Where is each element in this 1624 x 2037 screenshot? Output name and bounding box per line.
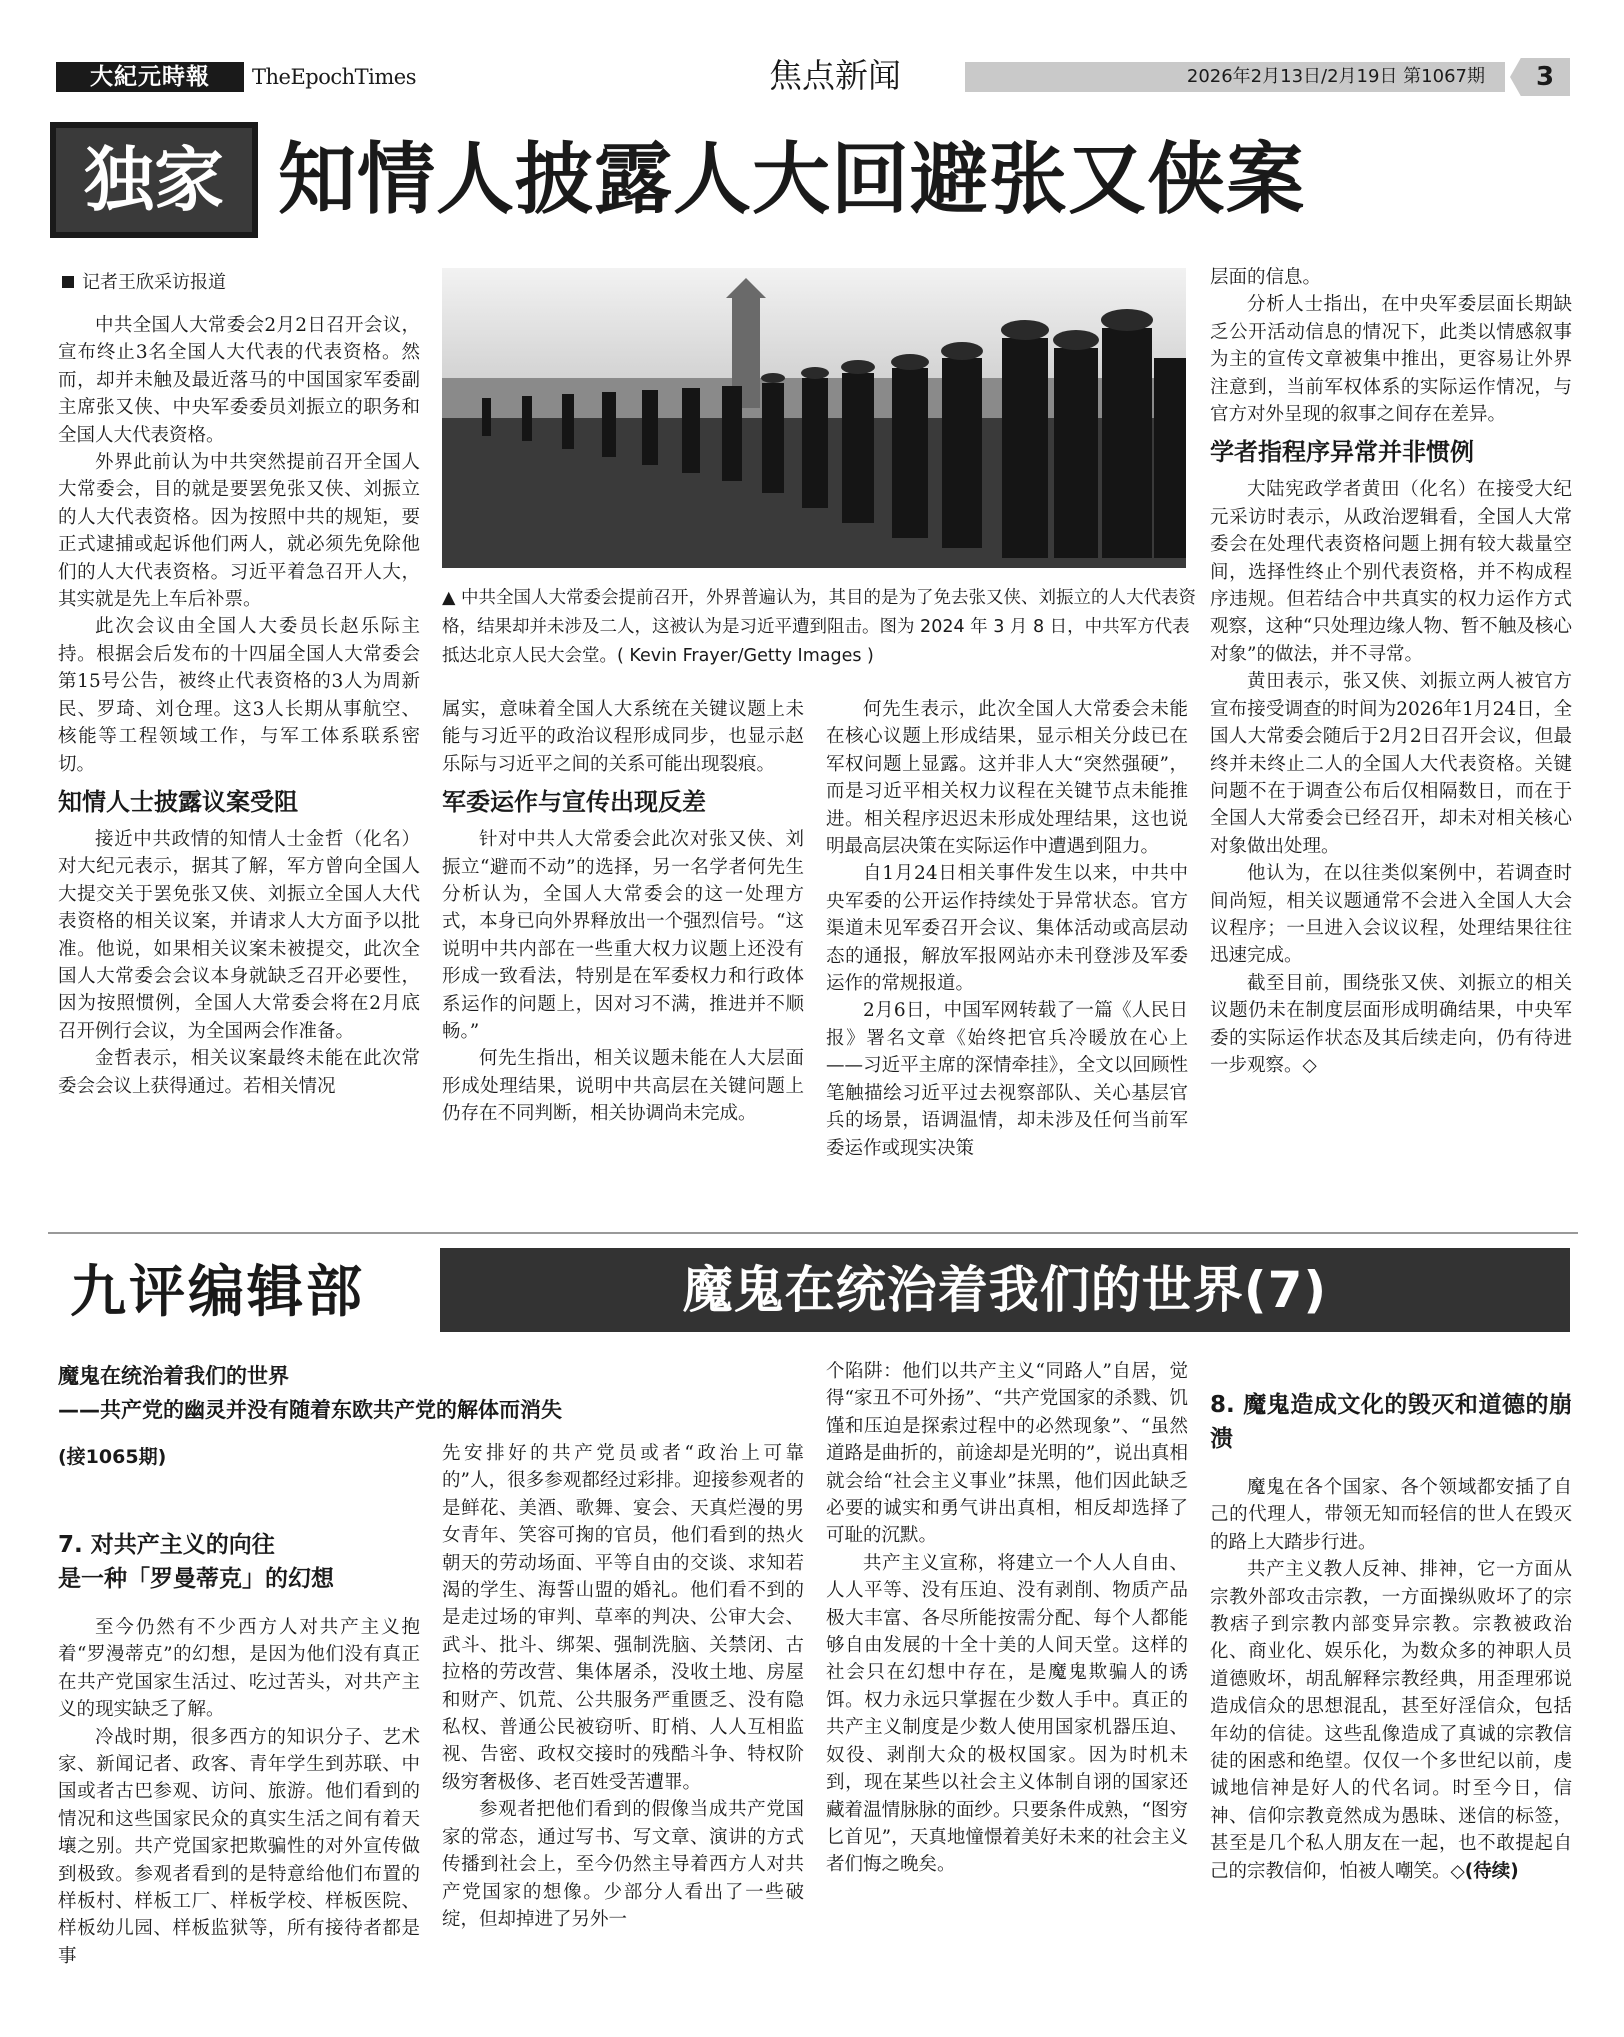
paragraph: 针对中共人大常委会此次对张又侠、刘振立“避而不动”的选择，另一名学者何先生分析认为，全国人大常委会的这一处理方式，本身已向外界释放出一个强烈信号。“这说明中共内部在一些重大权力议题上还没有形成一致看法，特别是在军委权力和行政体系运作的问题上，因对习不满，推进并不顺畅。” bbox=[442, 829, 804, 1043]
series-column-3 bbox=[826, 1358, 1188, 1879]
subheading: 学者指程序异常并非惯例 bbox=[1210, 438, 1474, 467]
article-column-1 bbox=[58, 312, 420, 1100]
continued-note: (接1065期) bbox=[58, 1446, 167, 1468]
paragraph: 何先生指出，相关议题未能在人大层面形成处理结果，说明中共高层在关键问题上仍存在不同判断，相关协调尚未完成。 bbox=[442, 1048, 804, 1125]
series-banner: 魔鬼在统治着我们的世界(7) bbox=[440, 1248, 1570, 1332]
series-column-2 bbox=[442, 1440, 804, 1933]
masthead-english: TheEpochTimes bbox=[252, 65, 417, 89]
paragraph-text: 共产主义教人反神、排神，它一方面从宗教外部攻击宗教，一方面操纵败坏了的宗教痞子到宗教内部变异宗教。宗教被政治化、商业化、娱乐化，为数众多的神职人员道德败坏，胡乱解释宗教经典，用歪理邪说造成信众的思想混乱，甚至好淫信众，包括年幼的信徒。这些乱像造成了真诚的宗教信徒的困惑和绝望。仅仅一个多世纪以前，虔诚地信神是好人的代名词。时至今日，信神、信仰宗教竟然成为愚昧、迷信的标签，甚至是几个私人朋友在一起，也不敢提起自己的宗教信仰，怕被人嘲笑。◇ bbox=[1210, 1559, 1572, 1882]
paragraph: 截至目前，围绕张又侠、刘振立的相关议题仍未在制度层面形成明确结果，中央军委的实际运作状态及其后续走向，仍有待进一步观察。◇ bbox=[1210, 972, 1572, 1076]
section-title: 焦点新闻 bbox=[769, 56, 901, 95]
issue-date: 2026年2月13日/2月19日 第1067期 bbox=[1186, 66, 1485, 87]
masthead-logo: 大紀元時報 bbox=[56, 62, 244, 92]
paragraph: 分析人士指出，在中央军委层面长期缺乏公开活动信息的情况下，此类以情感叙事为主的宣传文章被集中推出，更容易让外界注意到，当前军权体系的实际运作情况，与官方对外呈现的叙事之间存在差异。 bbox=[1210, 294, 1572, 426]
paragraph: 层面的信息。 bbox=[1210, 267, 1322, 288]
paragraph: 个陷阱：他们以共产主义“同路人”自居，觉得“家丑不可外扬”、“共产党国家的杀戮、饥馑和压迫是探索过程中的必然现象”、“虽然道路是曲折的，前途却是光明的”，说出真相就会给“社会主义事业”抹黑，他们因此缺乏必要的诚实和勇气讲出真相，相反却选择了可耻的沉默。 bbox=[826, 1361, 1188, 1547]
to-be-continued: (待续) bbox=[1464, 1860, 1519, 1882]
exclusive-tag-label: 独家 bbox=[56, 128, 252, 232]
page-number: 3 bbox=[1535, 62, 1555, 92]
paragraph: 黄田表示，张又侠、刘振立两人被官方宣布接受调查的时间为2026年1月24日，全国人大常委会随后于2月2日召开会议，但最终并未终止二人的全国人大代表资格。关键问题不在于调查公布后仅相隔数日，而在于全国人大常委会已经召开，却未对相关核心对象做出处理。 bbox=[1210, 671, 1572, 857]
paragraph: 自1月24日相关事件发生以来，中共中央军委的公开运作持续处于异常状态。官方渠道未见军委召开会议、集体活动或高层动态的通报，解放军报网站亦未刊登涉及军委运作的常规报道。 bbox=[826, 863, 1188, 995]
byline-text: 记者王欣采访报道 bbox=[82, 272, 226, 293]
paragraph: 至今仍然有不少西方人对共产主义抱着“罗漫蒂克”的幻想，是因为他们没有真正在共产党国家生活过、吃过苦头，对共产主义的现实缺乏了解。 bbox=[58, 1617, 420, 1721]
series-column-4 bbox=[1210, 1380, 1572, 1885]
paragraph: 中共全国人大常委会2月2日召开会议，宣布终止3名全国人大代表的代表资格。然而，却并未触及最近落马的中国国家军委副主席张又侠、中央军委委员刘振立的职务和全国人大代表资格。 bbox=[58, 315, 420, 446]
article-column-3 bbox=[826, 696, 1188, 1162]
paragraph: 属实，意味着全国人大系统在关键议题上未能与习近平的政治议程形成同步，也显示赵乐际与习近平之间的关系可能出现裂痕。 bbox=[442, 699, 804, 775]
paragraph: 2月6日，中国军网转载了一篇《人民日报》署名文章《始终把官兵冷暖放在心上——习近平主席的深情牵挂》，全文以回顾性笔触描绘习近平过去视察部队、关心基层官兵的场景，语调温情，却未涉及任何当前军委运作或现实决策 bbox=[826, 1000, 1188, 1159]
article-column-4 bbox=[1210, 264, 1572, 1079]
subheading: 7. 对共产主义的向往 是一种「罗曼蒂克」的幻想 bbox=[58, 1532, 334, 1592]
section-divider bbox=[48, 1232, 1578, 1234]
paragraph: 冷战时期，很多西方的知识分子、艺术家、新闻记者、政客、青年学生到苏联、中国或者古巴参观、访问、旅游。他们看到的情况和这些国家民众的真实生活之间有着天壤之别。共产党国家把欺骗性的对外宣传做到极致。参观者看到的是特意给他们布置的样板村、样板工厂、样板学校、样板医院、样板幼儿园、样板监狱等，所有接待者都是事 bbox=[58, 1726, 420, 1967]
news-photo bbox=[442, 268, 1186, 568]
paragraph: 接近中共政情的知情人士金哲（化名）对大纪元表示，据其了解，军方曾向全国人大提交关于罢免张又侠、刘振立全国人大代表资格的相关议案，并请求人大方面予以批准。他说，如果相关议案未被提交，此次全国人大常委会会议本身就缺乏召开必要性，因为按照惯例，全国人大常委会将在2月底召开例行会议，为全国两会作准备。 bbox=[58, 828, 420, 1042]
paragraph: 此次会议由全国人大委员长赵乐际主持。根据会后发布的十四届全国人大常委会第15号公告，被终止代表资格的3人为周新民、罗琦、刘仓理。这3人长期从事航空、核能等工程领域工作，与军工体系联系密切。 bbox=[58, 616, 420, 775]
paragraph: 何先生表示，此次全国人大常委会未能在核心议题上形成结果，显示相关分歧已在军权问题上显露。这并非人大“突然强硬”，而是习近平相关权力议程在关键节点未能推进。相关程序迟迟未形成处理结果，这也说明最高层决策在实际运作中遭遇到阻力。 bbox=[826, 699, 1188, 858]
series-column-1 bbox=[58, 1520, 420, 1970]
paragraph: 他认为，在以往类似案例中，若调查时间尚短，相关议题通常不会进入全国人大会议程序；一旦进入会议议程，处理结果往往迅速完成。 bbox=[1210, 863, 1572, 967]
paragraph: 外界此前认为中共突然提前召开全国人大常委会，目的就是要罢免张又侠、刘振立的人大代表资格。因为按照中共的规矩，要正式逮捕或起诉他们两人，就必须先免除他们的人大代表资格。习近平着急召开人大，其实就是先上车后补票。 bbox=[58, 452, 420, 611]
paragraph: 共产主义宣称，将建立一个人人自由、人人平等、没有压迫、没有剥削、物质产品极大丰富、各尽所能按需分配、每个人都能够自由发展的十全十美的人间天堂。这样的社会只在幻想中存在，是魔鬼欺骗人的诱饵。权力永远只掌握在少数人手中。真正的共产主义制度是少数人使用国家机器压迫、奴役、剥削大众的极权国家。因为时机未到，现在某些以社会主义体制自诩的国家还藏着温情脉脉的面纱。只要条件成熟，“图穷匕首见”，天真地憧憬着美好未来的社会主义者们悔之晚矣。 bbox=[826, 1552, 1188, 1876]
subheading: 8. 魔鬼造成文化的毁灭和道德的崩溃 bbox=[1210, 1392, 1572, 1452]
paragraph: 魔鬼在各个国家、各个领域都安插了自己的代理人，带领无知而轻信的世人在毁灭的路上大踏步行进。 bbox=[1210, 1477, 1572, 1553]
byline bbox=[62, 270, 226, 296]
photo-caption: ▲ 中共全国人大常委会提前召开，外界普遍认为，其目的是为了免去张又侠、刘振立的人大代表资格，结果却并未涉及二人，这被认为是习近平遭到阻击。图为 2024 年 3 月 8 日，中共军方代表抵达北京人民大会堂。( Kevin Frayer/Getty Images ) bbox=[442, 588, 1197, 666]
series-subtitle: 魔鬼在统治着我们的世界 bbox=[58, 1364, 289, 1388]
subheading: 知情人士披露议案受阻 bbox=[58, 787, 298, 816]
subheading: 军委运作与宣传出现反差 bbox=[442, 788, 706, 817]
paragraph: 参观者把他们看到的假像当成共产党国家的常态，通过写书、写文章、演讲的方式传播到社会上，至今仍然主导着西方人对共产党国家的想像。少部分人看出了一些破绽，但却掉进了另外一 bbox=[442, 1799, 804, 1930]
exclusive-tag bbox=[50, 122, 258, 238]
article-column-2 bbox=[442, 696, 804, 1128]
paragraph: 先安排好的共产党员或者“政治上可靠的”人，很多参观都经过彩排。迎接参观者的是鲜花、美酒、歌舞、宴会、天真烂漫的男女青年、笑容可掬的官员，他们看到的热火朝天的劳动场面、平等自由的交谈、求知若渴的学生、海誓山盟的婚礼。他们看不到的是走过场的审判、草率的判决、公审大会、武斗、批斗、绑架、强制洗脑、关禁闭、古拉格的劳改营、集体屠杀，没收土地、房屋和财产、饥荒、公共服务严重匮乏、没有隐私权、普通公民被窃听、盯梢、人人互相监视、告密、政权交接时的残酷斗争、特权阶级穷奢极侈、老百姓受苦遭罪。 bbox=[442, 1443, 804, 1793]
paragraph bbox=[1210, 1556, 1572, 1885]
soldiers-photo-illustration bbox=[442, 268, 1186, 568]
headline: 知情人披露人大回避张又侠案 bbox=[278, 135, 1306, 225]
byline-square-icon bbox=[62, 276, 74, 288]
paragraph: 金哲表示，相关议案最终未能在此次常委会会议上获得通过。若相关情况 bbox=[58, 1048, 420, 1097]
series-subtitle-2: ——共产党的幽灵并没有随着东欧共产党的解体而消失 bbox=[58, 1398, 562, 1422]
paragraph: 大陆宪政学者黄田（化名）在接受大纪元采访时表示，从政治逻辑看，全国人大常委会在处理代表资格问题上拥有较大裁量空间，选择性终止个别代表资格，并不构成程序违规。但若结合中共真实的权力运作方式观察，这种“只处理边缘人物、暂不触及核心对象”的做法，并不寻常。 bbox=[1210, 479, 1572, 665]
series-brand: 九评编辑部 bbox=[70, 1259, 365, 1325]
